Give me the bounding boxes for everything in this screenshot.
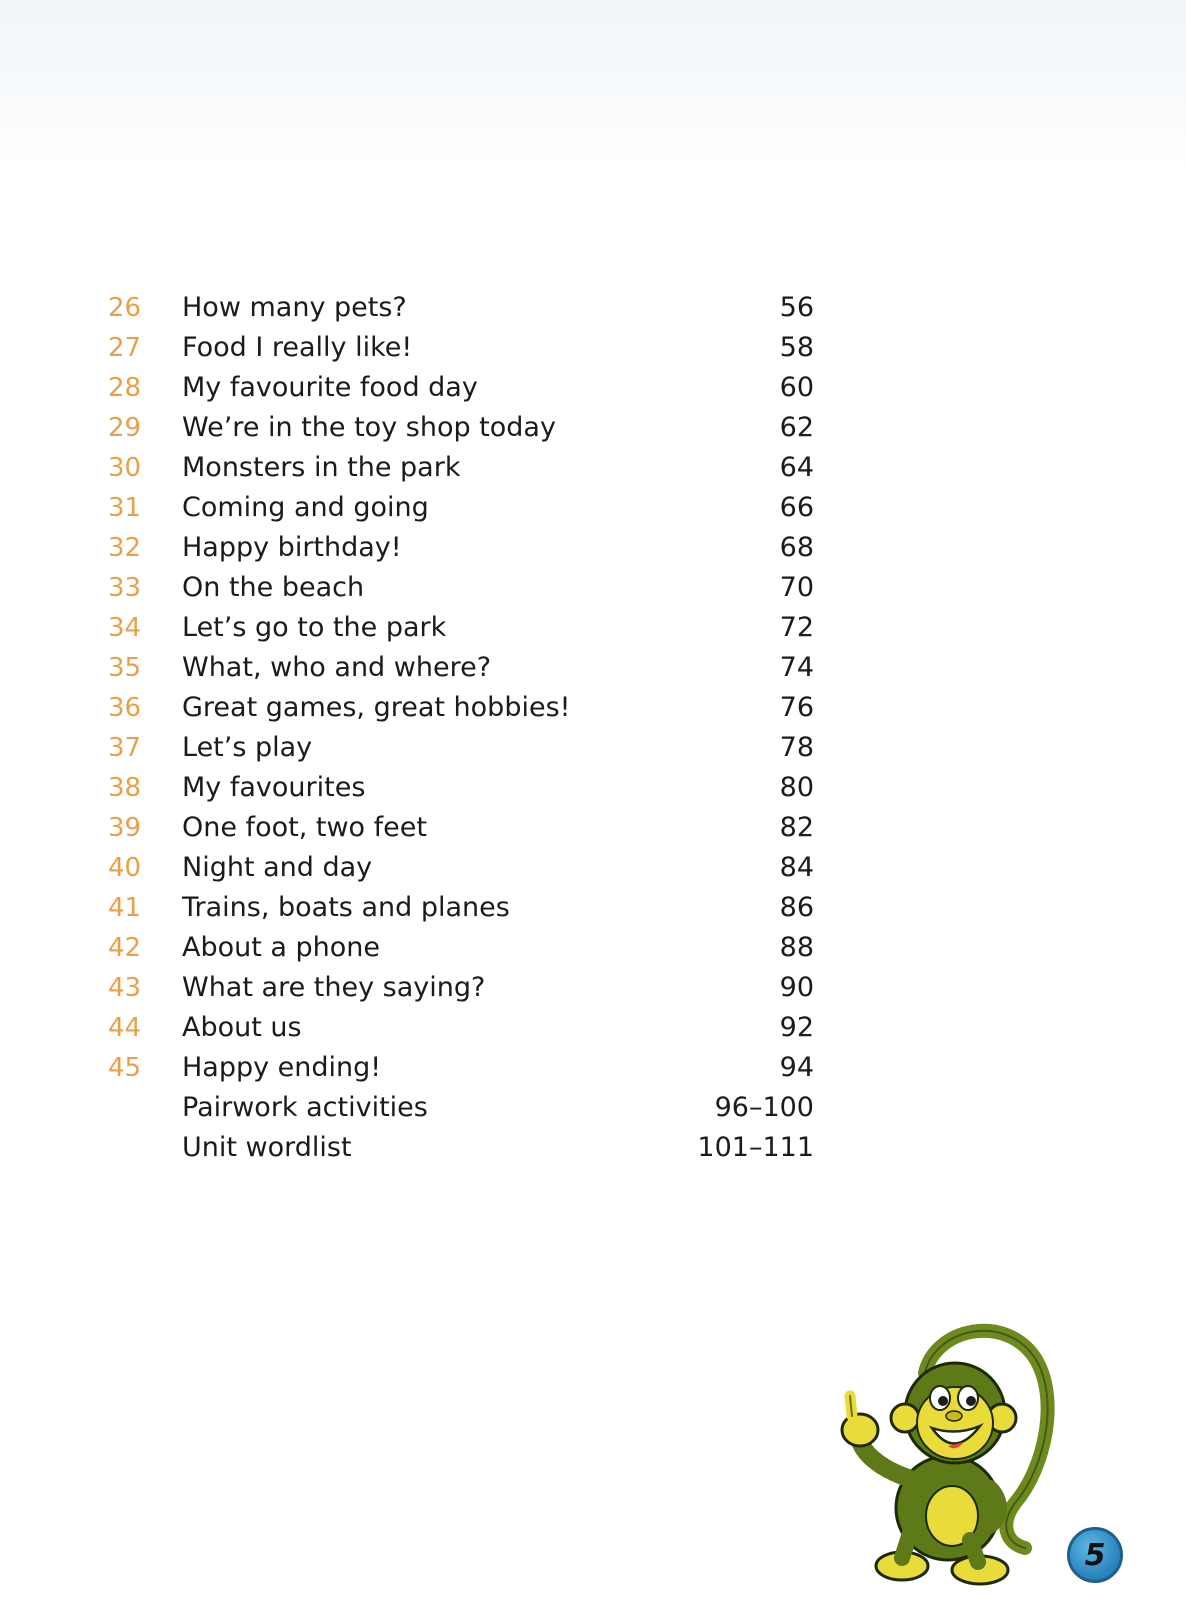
page-reference: 58 [779,332,814,363]
unit-title: Happy birthday! [182,532,402,563]
unit-number: 40 [108,853,142,883]
unit-title: Food I really like! [182,332,413,363]
page-number-badge: 5 [1067,1527,1123,1583]
toc-row [0,528,1186,568]
unit-number: 42 [108,933,142,963]
unit-title: Night and day [182,852,373,883]
unit-number: 31 [108,493,142,523]
unit-number: 35 [108,653,142,683]
unit-title: What are they saying? [182,972,486,1003]
top-background [0,0,1186,170]
page-reference: 96–100 [714,1092,814,1123]
unit-number: 32 [108,533,142,563]
table-of-contents [0,288,1186,1168]
toc-row [0,608,1186,648]
toc-row [0,728,1186,768]
unit-title: About a phone [182,932,381,963]
toc-row [0,968,1186,1008]
toc-row [0,1048,1186,1088]
unit-number: 41 [108,893,142,923]
page-reference: 60 [779,372,814,403]
unit-title: My favourites [182,772,366,803]
unit-number: 28 [108,373,142,403]
unit-title: Great games, great hobbies! [182,692,571,723]
unit-number: 27 [108,333,142,363]
toc-row [0,848,1186,888]
toc-row [0,648,1186,688]
unit-title: Let’s play [182,732,313,763]
unit-title: Monsters in the park [182,452,461,483]
page-reference: 80 [779,772,814,803]
toc-row [0,1088,1186,1128]
toc-row [0,768,1186,808]
unit-number: 38 [108,773,142,803]
toc-row [0,928,1186,968]
toc-row [0,488,1186,528]
toc-row [0,1128,1186,1168]
toc-row [0,808,1186,848]
unit-number: 37 [108,733,142,763]
unit-title: Happy ending! [182,1052,382,1083]
page-reference: 101–111 [697,1132,814,1163]
unit-title: One foot, two feet [182,812,427,843]
page-reference: 78 [779,732,814,763]
page-reference: 72 [779,612,814,643]
page-reference: 94 [779,1052,814,1083]
unit-title: My favourite food day [182,372,478,403]
page-reference: 82 [779,812,814,843]
page-reference: 70 [779,572,814,603]
toc-row [0,568,1186,608]
unit-number: 45 [108,1053,142,1083]
page-reference: 88 [779,932,814,963]
page-reference: 68 [779,532,814,563]
unit-title: Pairwork activities [182,1092,428,1123]
unit-title: We’re in the toy shop today [182,412,556,443]
unit-title: About us [182,1012,302,1043]
unit-title: What, who and where? [182,652,492,683]
page-reference: 64 [779,452,814,483]
toc-row [0,288,1186,328]
page-reference: 84 [779,852,814,883]
unit-title: Unit wordlist [182,1132,352,1163]
unit-title: Let’s go to the park [182,612,447,643]
page-reference: 92 [779,1012,814,1043]
unit-number: 34 [108,613,142,643]
unit-title: On the beach [182,572,365,603]
toc-row [0,408,1186,448]
unit-number: 26 [108,293,142,323]
toc-row [0,368,1186,408]
toc-row [0,688,1186,728]
toc-row [0,328,1186,368]
page-reference: 90 [779,972,814,1003]
unit-title: How many pets? [182,292,407,323]
unit-number: 30 [108,453,142,483]
toc-row [0,1008,1186,1048]
page-reference: 56 [779,292,814,323]
unit-number: 33 [108,573,142,603]
unit-number: 44 [108,1013,142,1043]
page-reference: 74 [779,652,814,683]
unit-number: 43 [108,973,142,1003]
page-reference: 76 [779,692,814,723]
page-reference: 62 [779,412,814,443]
monkey-icon [830,1318,1070,1596]
unit-title: Trains, boats and planes [182,892,510,923]
toc-row [0,448,1186,488]
unit-number: 36 [108,693,142,723]
toc-row [0,888,1186,928]
unit-title: Coming and going [182,492,429,523]
unit-number: 29 [108,413,142,443]
page-reference: 86 [779,892,814,923]
page-reference: 66 [779,492,814,523]
unit-number: 39 [108,813,142,843]
